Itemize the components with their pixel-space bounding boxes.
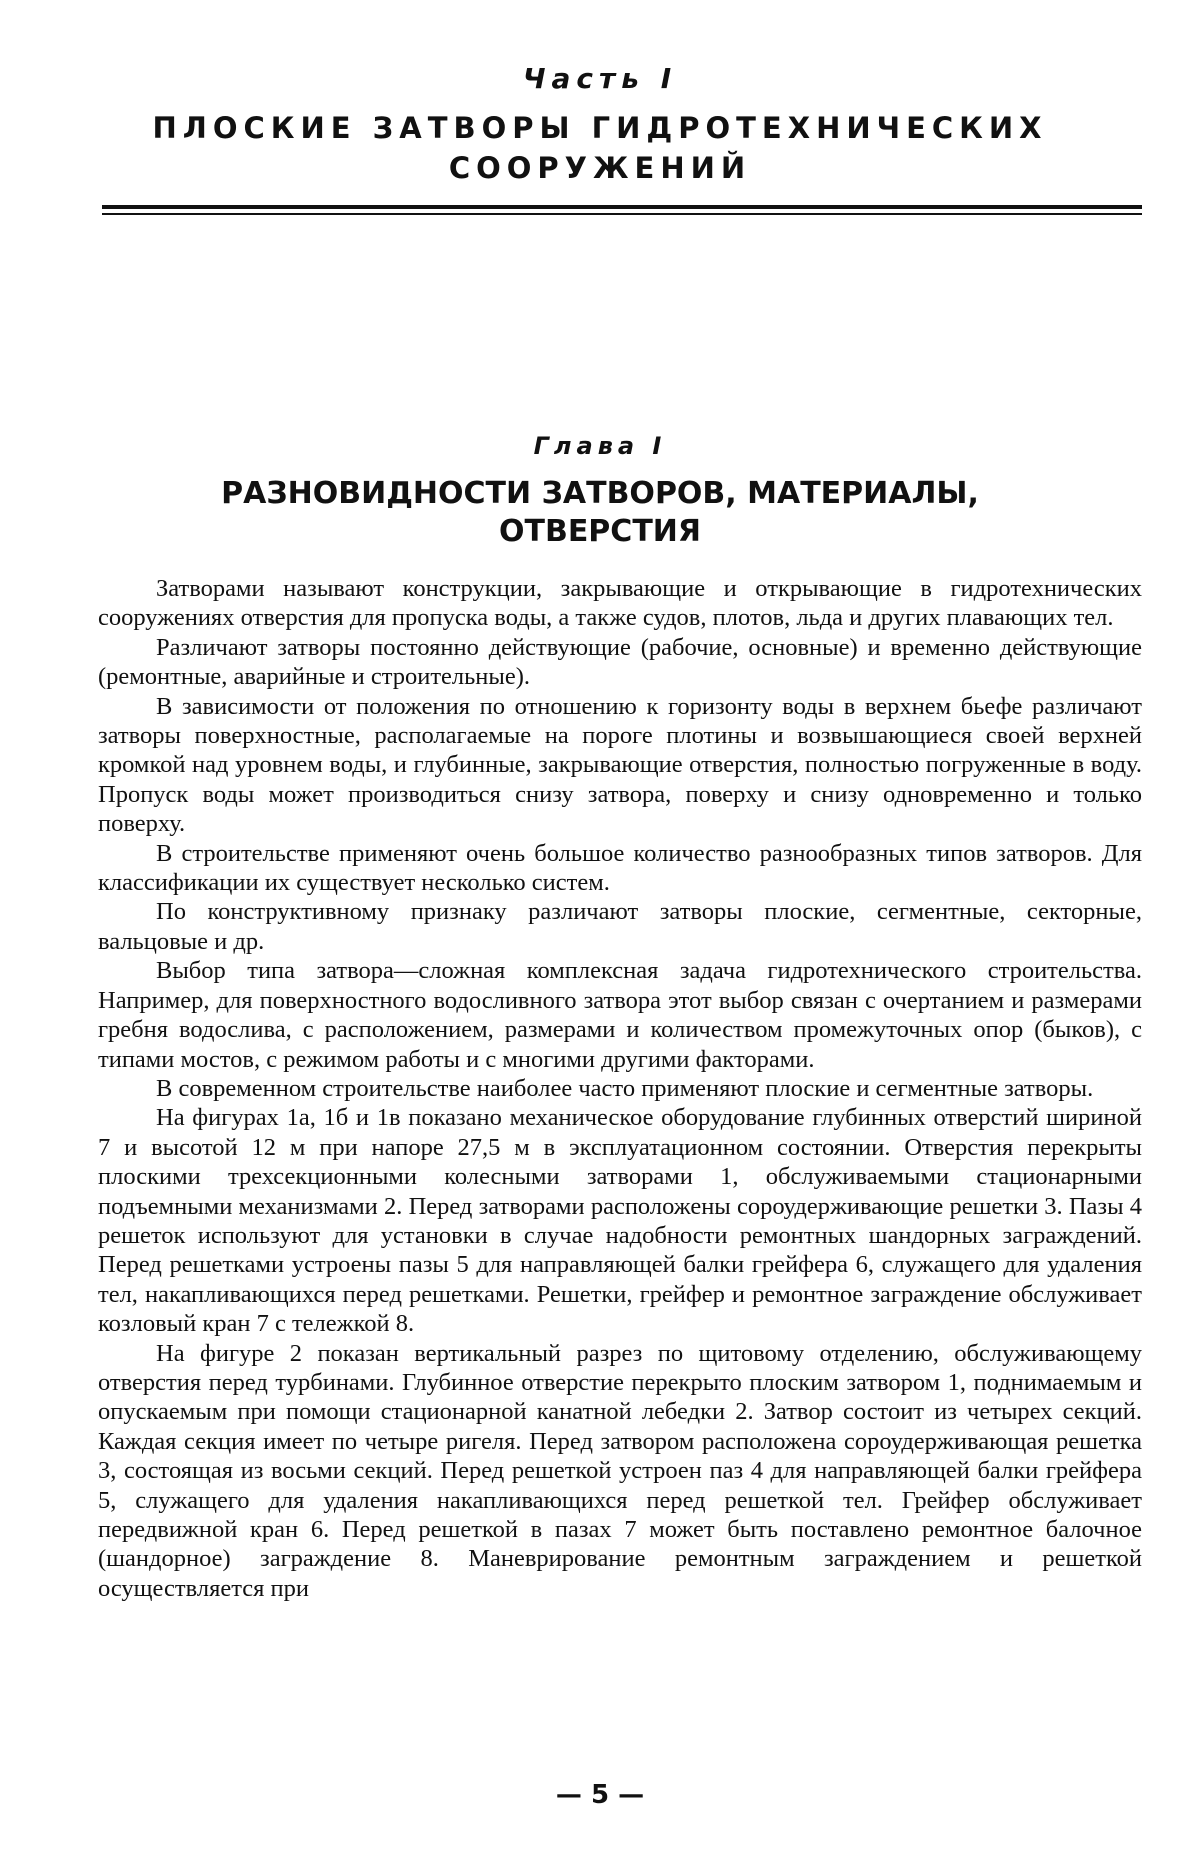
heading-rule-thin <box>102 213 1142 215</box>
part-label: Часть I <box>522 62 678 95</box>
paragraph: В зависимости от положения по отношению к горизонту воды в верхнем бьефе различают затворы поверхностные, располагаемые на пороге плотины и возвышающиеся своей верхней кромкой над уровнем воды, и глубинные, закрывающие отверстия, полностью погруженные в воду. Пропуск воды может производиться снизу затвора, поверху и снизу одновременно и только поверху. <box>98 692 1142 838</box>
part-title <box>0 108 1200 188</box>
page-number: — 5 — <box>555 1780 645 1810</box>
chapter-label: Глава I <box>533 432 667 460</box>
chapter-title-line-1: РАЗНОВИДНОСТИ ЗАТВОРОВ, МАТЕРИАЛЫ, <box>221 476 979 511</box>
chapter-title <box>0 475 1200 551</box>
paragraph: На фигурах 1а, 1б и 1в показано механическое оборудование глубинных отверстий шириной 7 и высотой 12 м при напоре 27,5 м в эксплуатационном состоянии. Отверстия перекрыты плоскими трехсекционными колесными затворами 1, обслуживаемыми стационарными подъемными механизмами 2. Перед затворами расположены сороудерживающие решетки 3. Пазы 4 решеток используют для установки в случае надобности ремонтных шандорных заграждений. Перед решетками устроены пазы 5 для направляющей балки грейфера 6, служащего для удаления тел, накапливающихся перед решетками. Решетки, грейфер и ремонтное заграждение обслуживает козловый кран 7 с тележкой 8. <box>98 1104 1142 1338</box>
paragraph: Выбор типа затвора—сложная комплексная задача гидротехнического строительства. Например, для поверхностного водосливного затвора этот выбор связан с очертанием и размерами гребня водослива, с расположением, размерами и количеством промежуточных опор (быков), с типами мостов, с режимом работы и с многими другими факторами. <box>98 957 1142 1073</box>
paragraph: Различают затворы постоянно действующие (рабочие, основные) и временно действующие (ремонтные, аварийные и строительные). <box>98 633 1142 691</box>
paragraph: В строительстве применяют очень большое количество разнообразных типов затворов. Для классификации их существует несколько систем. <box>98 839 1142 897</box>
paragraph: На фигуре 2 показан вертикальный разрез по щитовому отделению, обслуживающему отверстия перед турбинами. Глубинное отверстие перекрыто плоским затвором 1, поднимаемым и опускаемым при помощи стационарной канатной лебедки 2. Затвор состоит из четырех секций. Каждая секция имеет по четыре ригеля. Перед затвором расположена сороудерживающая решетка 3, состоящая из восьми секций. Перед решеткой устроен паз 4 для направляющей балки грейфера 5, служащего для удаления накапливающихся перед решеткой тел. Грейфер обслуживает передвижной кран 6. Перед решеткой в пазах 7 может быть поставлено ремонтное балочное (шандорное) заграждение 8. Маневрирование ремонтным заграждением и решеткой осуществляется при <box>98 1339 1142 1602</box>
body-text <box>98 574 1142 1603</box>
paragraph: В современном строительстве наиболее часто применяют плоские и сегментные затворы. <box>156 1074 1094 1102</box>
paragraph: Затворами называют конструкции, закрывающие и открывающие в гидротехнических сооружениях отверстия для пропуска воды, а также судов, плотов, льда и других плавающих тел. <box>98 575 1142 632</box>
paragraph: По конструктивному признаку различают затворы плоские, сегментные, секторные, вальцовые и др. <box>98 898 1142 955</box>
chapter-title-line-2: ОТВЕРСТИЯ <box>498 514 701 549</box>
part-title-line-2: СООРУЖЕНИЙ <box>448 151 752 185</box>
part-title-line-1: ПЛОСКИЕ ЗАТВОРЫ ГИДРОТЕХНИЧЕСКИХ <box>152 111 1048 145</box>
heading-rule-thick <box>102 205 1142 209</box>
